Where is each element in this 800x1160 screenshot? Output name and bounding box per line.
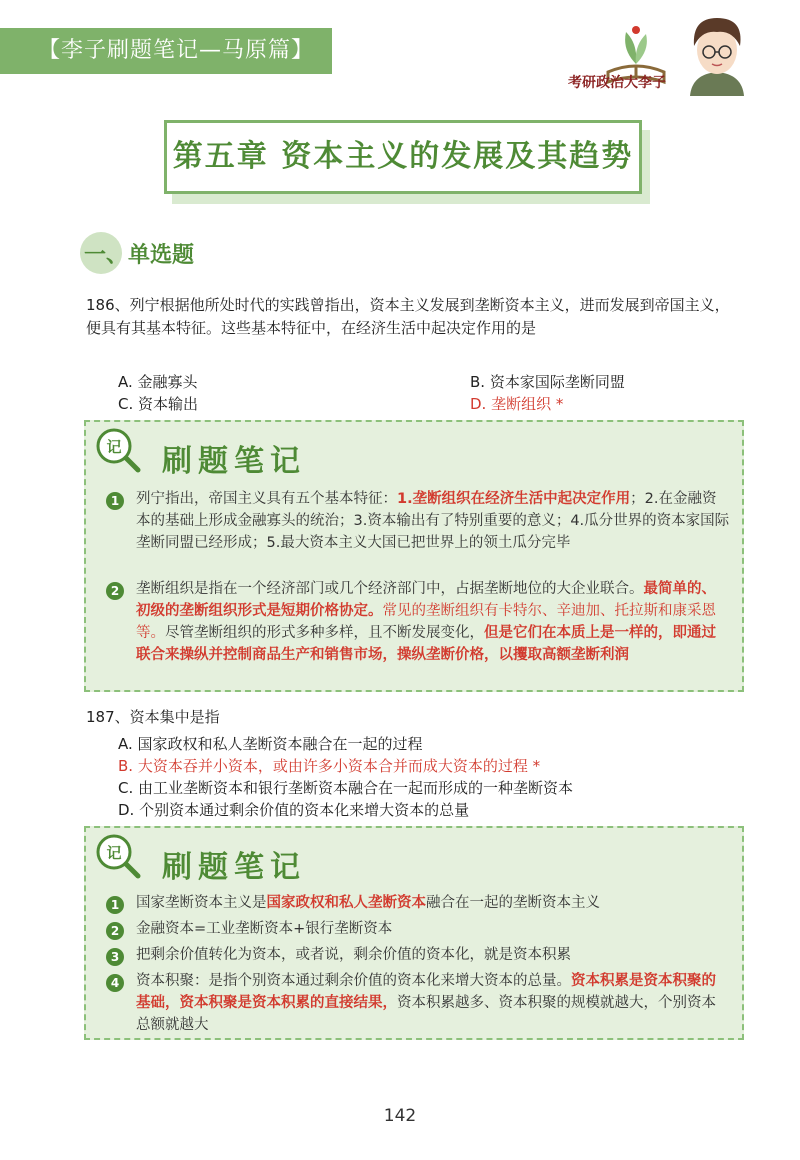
section-title: 一、单选题 xyxy=(84,243,195,268)
note2-point-2: 金融资本=工业垄断资本+银行垄断资本 xyxy=(136,921,393,937)
note1-bullet-1: 1 xyxy=(106,492,124,510)
note2-point-4: 资本积聚：是指个别资本通过剩余价值的资本化来增大资本的总量。资本积累是资本积聚的基础，资本积聚是资本积累的直接结果，资本积累越多、资本积聚的规模就越大，个别资本总额就越大 xyxy=(136,973,716,1033)
brand-text: 考研政治大李子 xyxy=(568,75,666,91)
question-187-option-b: B. 大资本吞并小资本，或由许多小资本合并而成大资本的过程 * xyxy=(118,757,541,775)
note2-point-3: 把剩余价值转化为资本，或者说，剩余价值的资本化，就是资本积累 xyxy=(136,947,571,963)
question-187-option-a: A. 国家政权和私人垄断资本融合在一起的过程 xyxy=(118,735,423,753)
question-187-option-d: D. 个别资本通过剩余价值的资本化来增大资本的总量 xyxy=(118,801,470,819)
header-tag: 【李子刷题笔记—马原篇】 xyxy=(0,28,332,74)
note2-bullet-2: 2 xyxy=(106,922,124,940)
note2-point-1: 国家垄断资本主义是国家政权和私人垄断资本融合在一起的垄断资本主义 xyxy=(136,895,600,911)
question-186-option-a: A. 金融寡头 xyxy=(118,373,198,391)
magnifier-note-icon xyxy=(92,830,144,882)
question-187-option-c: C. 由工业垄断资本和银行垄断资本融合在一起而形成的一种垄断资本 xyxy=(118,779,574,797)
note1-bullet-2: 2 xyxy=(106,582,124,600)
note2-bullet-1: 1 xyxy=(106,896,124,914)
question-187-text: 187、资本集中是指 xyxy=(86,708,220,726)
page-number: 142 xyxy=(383,1106,417,1126)
question-186-option-d: D. 垄断组织 * xyxy=(470,395,564,413)
note1-point-2: 垄断组织是指在一个经济部门或几个经济部门中，占据垄断地位的大企业联合。最简单的、初级的垄断组织形式是短期价格协定。常见的垄断组织有卡特尔、辛迪加、托拉斯和康采恩等。尽管垄断组织的形式多种多样，且不断发展变化，但是它们在本质上是一样的，即通过联合来操纵并控制商品生产和销售市场，操纵垄断价格，以攫取高额垄断利润 xyxy=(136,581,716,663)
chapter-title: 第五章 资本主义的发展及其趋势 xyxy=(172,139,634,174)
note2-bullet-4: 4 xyxy=(106,974,124,992)
magnifier-note-icon xyxy=(92,424,144,476)
note-heading-2: 刷题笔记 xyxy=(162,850,306,885)
question-186-option-b: B. 资本家国际垄断同盟 xyxy=(470,373,625,391)
note-heading-1: 刷题笔记 xyxy=(162,444,306,479)
note2-bullet-3: 3 xyxy=(106,948,124,966)
note1-point-1: 列宁指出，帝国主义具有五个基本特征：1.垄断组织在经济生活中起决定作用；2.在金融资本的基础上形成金融寡头的统治；3.资本输出有了特别重要的意义；4.瓜分世界的资本家国际垄断同盟已经形成；5.最大资本主义大国已把世界上的领土瓜分完毕 xyxy=(136,491,730,551)
question-186-text: 186、列宁根据他所处时代的实践曾指出，资本主义发展到垄断资本主义，进而发展到帝国主义，便具有其基本特征。这些基本特征中，在经济生活中起决定作用的是 xyxy=(86,296,730,337)
cartoon-avatar-icon xyxy=(682,10,752,96)
svg-text:记: 记 xyxy=(106,844,122,862)
svg-text:记: 记 xyxy=(106,438,122,456)
question-186-option-c: C. 资本输出 xyxy=(118,395,199,413)
